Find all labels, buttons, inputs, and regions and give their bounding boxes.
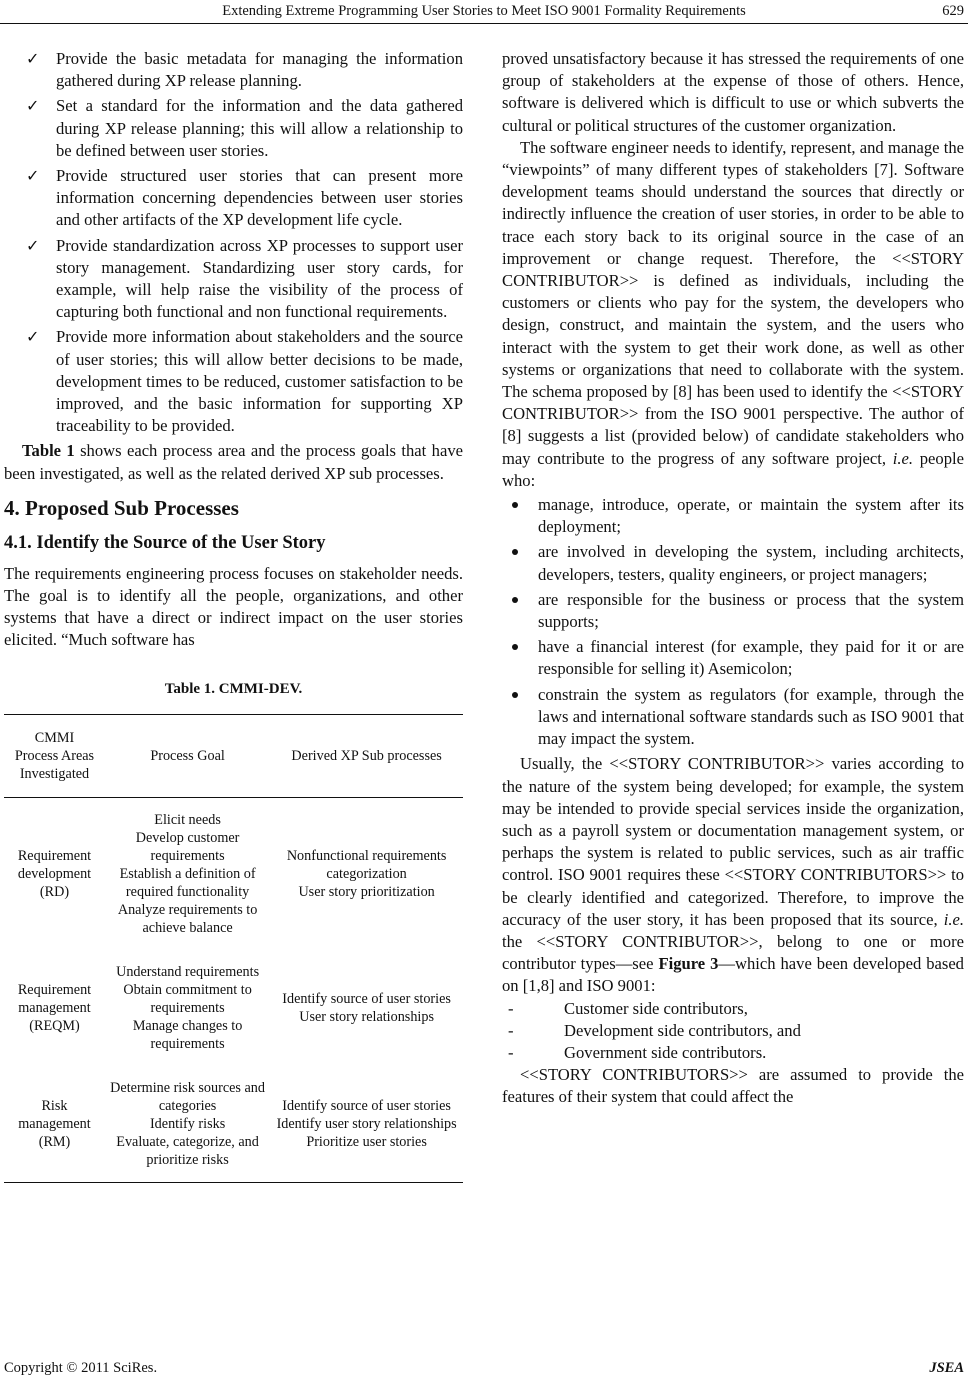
checkmark-icon: ✓ xyxy=(26,235,40,255)
body-paragraph: Usually, the <<STORY CONTRIBUTOR>> varies according to the nature of the system being developed; for example, the system may be intended to provide special services inside the organization, such as a payroll system or documentation management system, or perhaps the system is related to public services, such as air traffic control. ISO 9001 requires these <<STORY CONTRIBUTORS>> to be clearly identified and categorized. Therefore, to improve the accuracy of the user story, it has been proposed that its source, i.e. the <<STORY CONTRIBUTOR>>, belong to one or more contributor types—see Figure 3—which have been developed based on [1,8] and ISO 9001: xyxy=(502,754,964,996)
checkmark-icon: ✓ xyxy=(26,96,40,116)
checkmark-icon: ✓ xyxy=(26,49,40,68)
list-item: constrain the system as regulators (for example, through the laws and international software standards such as ISO 9001 that may impact the system. xyxy=(538,684,964,751)
cmmi-table xyxy=(4,714,463,1183)
figure-ref-link: Figure 3 xyxy=(658,954,719,974)
table-row xyxy=(4,797,463,950)
list-item: manage, introduce, operate, or maintain the system after its deployment; xyxy=(538,494,964,538)
list-item: - Government side contributors. xyxy=(564,1042,964,1064)
table-header-row xyxy=(4,714,463,797)
dash-marker: - xyxy=(508,1042,514,1062)
sub-process-cell: Identify source of user stories User story relationships xyxy=(282,990,451,1025)
checklist-item: ✓ Provide standardization across XP processes to support user story management. Standardizing user story cards, for example, will help raise the visibility of the process of capturing both functional and non functional requirements. xyxy=(26,235,463,322)
checklist-item: ✓ Provide more information about stakeholders and the source of user stories; this will allow better decisions to be made, development times to be reduced, customer satisfaction to be improved, and the basic information for supporting XP traceability to be provided. xyxy=(26,327,463,436)
stakeholder-list xyxy=(502,494,964,750)
area-cell: Requirement development (RD) xyxy=(17,847,92,900)
header-cell: CMMI Process Areas Investigated xyxy=(4,714,105,797)
list-item: - Customer side contributors, xyxy=(564,998,964,1020)
bullet-icon xyxy=(512,644,518,650)
dash-marker: - xyxy=(508,1020,514,1040)
cmmi-table-block xyxy=(4,678,463,1183)
goal-cell: Elicit needs Develop customer requirements Establish a definition of required functionality Analyze requirements to achieve balance xyxy=(117,811,258,936)
section-heading: 4. Proposed Sub Processes xyxy=(4,495,239,520)
left-column xyxy=(4,48,463,1183)
requirements-paragraph: The requirements engineering process focuses on stakeholder needs. The goal is to identify all the people, organizations, and other systems that have a direct or indirect impact on the user stories elicited. “Much software has xyxy=(4,563,463,650)
right-column xyxy=(502,48,964,1109)
list-item: have a financial interest (for example, they paid for it or are responsible for selling it) Asemicolon; xyxy=(538,636,964,680)
checklist-item: ✓ Provide the basic metadata for managing the information gathered during XP release planning. xyxy=(26,49,463,91)
bullet-icon xyxy=(512,502,518,508)
body-paragraph: The software engineer needs to identify, represent, and manage the “viewpoints” of many different types of stakeholders [7]. Software development teams should understand the sources that directly or indirectly influence the creation of user stories, in order to be able to trace each story back to its original source in the case of an improvement or change request. Therefore, the <<STORY CONTRIBUTOR>> is defined as individuals, including the customers or clients who pay for the system, the developers who design, construct, and maintain the system, and the users who interact with the system to get their work done, as well as other systems or organizations that need to collaborate with the system. The schema proposed by [8] has been used to identify the <<STORY CONTRIBUTOR>> from the ISO 9001 perspective. The author of [8] suggests a list (provided below) of candidate stakeholders who may contribute to the progress of any software project, i.e. people who: xyxy=(502,137,964,490)
header-cell: Process Goal xyxy=(105,714,270,797)
bullet-icon xyxy=(512,549,518,555)
page-number: 629 xyxy=(942,3,964,19)
area-cell: Requirement management (REQM) xyxy=(17,981,92,1034)
journal-name: JSEA xyxy=(929,1360,964,1376)
bullet-icon xyxy=(512,692,518,698)
table-row xyxy=(4,950,463,1066)
checklist-item: ✓ Set a standard for the information and the data gathered during XP release planning; this will allow a relationship to be defined between user stories. xyxy=(26,96,463,160)
list-item: are involved in developing the system, including architects, developers, testers, quality engineers, or project managers; xyxy=(538,541,964,585)
contributor-types-list xyxy=(502,998,964,1065)
body-paragraph: <<STORY CONTRIBUTORS>> are assumed to provide the features of their system that could affect the xyxy=(502,1065,964,1107)
copyright-text: Copyright © 2011 SciRes. xyxy=(4,1360,158,1376)
goal-cell: Determine risk sources and categories Identify risks Evaluate, categorize, and prioritize risks xyxy=(105,1066,270,1183)
header-rule xyxy=(0,23,968,24)
table-ref-link: Table 1 xyxy=(22,441,75,461)
running-title: Extending Extreme Programming User Stories to Meet ISO 9001 Formality Requirements xyxy=(222,3,746,19)
table-row xyxy=(4,1066,463,1183)
header-cell: Derived XP Sub processes xyxy=(270,714,463,797)
subsection-heading: 4.1. Identify the Source of the User Story xyxy=(4,532,326,553)
list-item: - Development side contributors, and xyxy=(564,1020,964,1042)
bullet-icon xyxy=(512,597,518,603)
checklist-item: ✓ Provide structured user stories that can present more information concerning dependencies between user stories and other artifacts of the XP development life cycle. xyxy=(26,166,463,230)
page-footer xyxy=(4,1360,964,1377)
sub-process-cell: Identify source of user stories Identify user story relationships Prioritize user stories xyxy=(270,1066,463,1183)
area-cell: Risk management (RM) xyxy=(4,1066,105,1183)
list-item: are responsible for the business or process that the system supports; xyxy=(538,589,964,633)
sub-process-cell: Nonfunctional requirements categorization User story prioritization xyxy=(286,847,447,900)
checkmark-icon: ✓ xyxy=(26,327,40,347)
goal-checklist xyxy=(4,48,463,437)
table-caption: Table 1. CMMI-DEV. xyxy=(164,680,303,697)
page-header xyxy=(0,0,968,24)
body-paragraph: proved unsatisfactory because it has stressed the requirements of one group of stakeholders at the expense of those of others. Hence, software is delivered which is difficult to use or which subverts the cultural or political structures of the customer organization. xyxy=(502,49,964,135)
dash-marker: - xyxy=(508,998,514,1018)
table-reference-paragraph: Table 1 shows each process area and the process goals that have been investigated, as well as the related derived XP sub processes. xyxy=(4,441,463,483)
goal-cell: Understand requirements Obtain commitment to requirements Manage changes to requirements xyxy=(116,963,260,1052)
checkmark-icon: ✓ xyxy=(26,166,40,186)
